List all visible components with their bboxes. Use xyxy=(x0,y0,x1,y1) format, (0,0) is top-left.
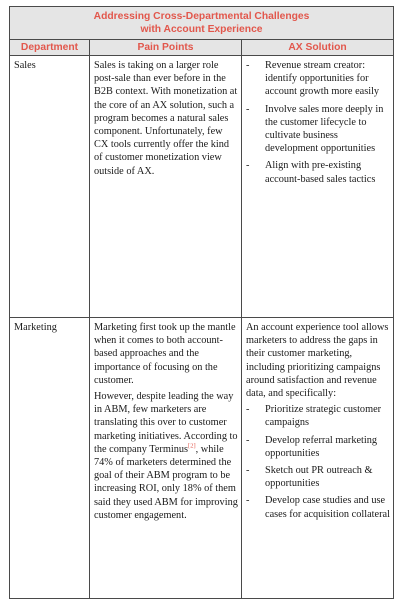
ax-intro-paragraph: An account experience tool allows marketers to address the gaps in their customer marketing, including prioritizing campaigns around satisfaction and revenue data, and specifically: xyxy=(246,322,389,400)
ax-solution-cell-sales xyxy=(242,56,394,318)
pain-points-cell-marketing xyxy=(90,318,242,599)
bullet-dash: - xyxy=(246,60,250,71)
ax-bullet-list xyxy=(246,59,390,186)
ax-bullet-item xyxy=(246,403,390,429)
ax-solution-cell-marketing xyxy=(242,318,394,599)
bullet-dash: - xyxy=(246,160,250,172)
bullet-dash: - xyxy=(246,103,250,115)
department-name: Marketing xyxy=(14,322,57,333)
department-name: Sales xyxy=(14,60,36,71)
pain-point-paragraph-with-footnote xyxy=(94,390,238,522)
bullet-dash: - xyxy=(246,404,250,416)
table-title xyxy=(10,7,394,40)
ax-bullet-text: Prioritize strategic customer campaigns xyxy=(265,404,382,429)
department-cell-sales xyxy=(10,56,90,318)
ax-bullet-list xyxy=(246,403,390,521)
header-ax-solution: AX Solution xyxy=(242,40,394,56)
ax-bullet-item xyxy=(246,464,390,490)
pain-point-paragraph: Sales is taking on a larger role post-sale than ever before in the B2B context. With monetization at the core of an AX solution, such a program becomes a natural sales component. Unfortunately, few CX tools currently offer the kind of customer monetization view outside of AX. xyxy=(94,60,238,177)
ax-bullet-item xyxy=(246,434,390,460)
bullet-dash: - xyxy=(246,495,250,507)
ax-bullet-item xyxy=(246,103,390,156)
table-row-sales xyxy=(10,56,394,318)
pain-point-paragraph: Marketing first took up the mantle when it comes to both account-based approaches and the importance of focusing on the customer. xyxy=(94,322,236,386)
table-title-line-2: with Account Experience xyxy=(140,23,263,35)
header-pain-points: Pain Points xyxy=(90,40,242,56)
pain-point-text: However, despite leading the way in ABM, few marketers are translating this over to customer marketing initiatives. According to the company Terminus xyxy=(94,391,238,455)
pain-point-text: , while 74% of marketers determined the goal of their ABM program to be increasing ROI, only 18% of them said they used ABM for improving customer engagement. xyxy=(94,443,238,521)
pain-points-cell-sales xyxy=(90,56,242,318)
challenges-table xyxy=(9,6,394,599)
footnote-link[interactable]: [2] xyxy=(188,442,196,450)
ax-bullet-text: Sketch out PR outreach & opportunities xyxy=(265,465,373,490)
ax-bullet-item xyxy=(246,59,390,99)
bullet-dash: - xyxy=(246,434,250,446)
bullet-dash: - xyxy=(246,465,250,477)
ax-bullet-item xyxy=(246,494,390,520)
ax-bullet-text: Revenue stream creator: identify opportunities for account growth more easily xyxy=(265,60,380,98)
header-department: Department xyxy=(10,40,90,56)
table-row-marketing xyxy=(10,318,394,599)
ax-bullet-text: Develop case studies and use cases for acquisition collateral xyxy=(265,495,390,520)
table-title-line-1: Addressing Cross-Departmental Challenges xyxy=(93,11,310,22)
ax-bullet-item xyxy=(246,159,390,185)
ax-bullet-text: Develop referral marketing opportunities xyxy=(265,434,378,459)
ax-bullet-text: Align with pre-existing account-based sales tactics xyxy=(265,160,376,185)
ax-bullet-text: Involve sales more deeply in the customer lifecycle to cultivate business development opportunities xyxy=(265,103,384,155)
department-cell-marketing xyxy=(10,318,90,599)
